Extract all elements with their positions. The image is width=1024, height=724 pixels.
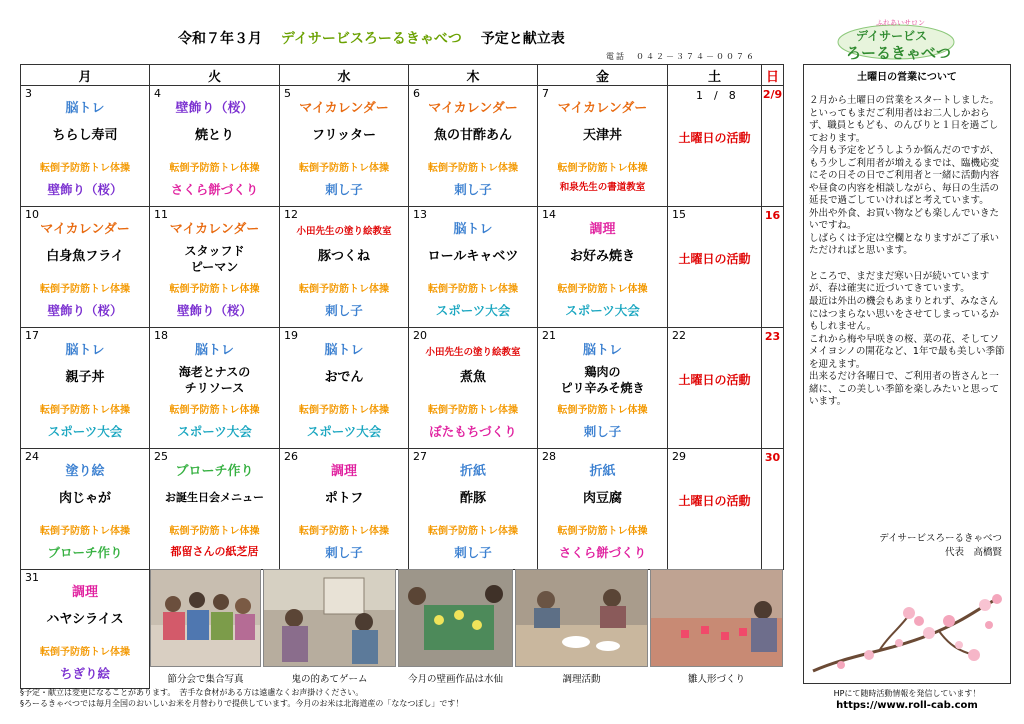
lunch-menu: ロールキャベツ <box>427 249 519 264</box>
day-number: 14 <box>542 208 556 221</box>
photo-oni-game <box>263 569 396 667</box>
afternoon-activity: スポーツ大会 <box>435 303 511 318</box>
saturday-activity: 土曜日の活動 <box>678 494 751 508</box>
day-number: 10 <box>25 208 39 221</box>
day-number: 17 <box>25 329 39 342</box>
saturday-cell <box>668 86 762 207</box>
lunch-menu: 肉豆腐 <box>582 491 622 506</box>
lunch-menu: 魚の甘酢あん <box>433 128 512 143</box>
day-cell <box>409 449 538 570</box>
exercise: 転倒予防筋トレ体操 <box>169 163 260 174</box>
header-mon: 月 <box>21 65 150 86</box>
day-number: 26 <box>284 450 298 463</box>
game-photo-image <box>264 570 395 666</box>
activity: 塗り絵 <box>65 464 105 479</box>
day-cell <box>21 328 150 449</box>
afternoon-activity: 刺し子 <box>454 182 492 197</box>
activity: マイカレンダー <box>299 101 389 116</box>
activity: 脳トレ <box>453 222 493 237</box>
hina-doll-photo-image <box>651 570 782 666</box>
calendar-header-row <box>21 65 784 86</box>
activity: 調理 <box>330 464 357 479</box>
lunch-menu: 肉じゃが <box>58 491 111 506</box>
activity: 小田先生の塗り絵教室 <box>425 347 521 358</box>
signature-facility: デイサービスろーるきゃべつ <box>879 533 1002 544</box>
website-link[interactable]: https://www.roll-cab.com <box>836 700 978 711</box>
afternoon-activity: スポーツ大会 <box>565 303 640 318</box>
afternoon-activity: ちぎり絵 <box>59 666 110 681</box>
day-cell <box>280 86 409 207</box>
exercise: 転倒予防筋トレ体操 <box>169 405 260 416</box>
afternoon-activity: 壁飾り（桜） <box>176 303 252 318</box>
activity: 折紙 <box>589 464 616 479</box>
exercise: 転倒予防筋トレ体操 <box>299 405 389 416</box>
afternoon-activity: 壁飾り（桜） <box>47 182 123 197</box>
exercise: 転倒予防筋トレ体操 <box>557 163 648 174</box>
afternoon-activity: 刺し子 <box>454 545 492 560</box>
lunch-menu-line2: ピーマン <box>190 260 239 274</box>
panel-paragraph: ところで、まだまだ寒い日が続いていますが、春は確実に近づいてきています。 <box>809 270 990 295</box>
day-number: 11 <box>154 208 168 221</box>
header-fri: 金 <box>538 65 668 86</box>
note-line: §ろーるきゃべつでは毎月全国のおいしいお米を月替わりで提供しています。今月のお米は北海道産の「ななつぼし」です！ <box>20 698 464 708</box>
lunch-menu-line2: ピリ辛みそ焼き <box>560 381 645 395</box>
day-number: 29 <box>672 450 686 463</box>
day-number: 21 <box>542 329 556 342</box>
activity: ブローチ作り <box>175 464 254 479</box>
afternoon-activity: スポーツ大会 <box>306 424 382 439</box>
paragraph-gap <box>809 258 1006 271</box>
logo-line2: ろーるきゃべつ <box>846 44 952 62</box>
phone-number: 電話 ０４２－３７４－００７６ <box>606 52 756 61</box>
afternoon-activity: 和泉先生の書道教室 <box>559 182 646 193</box>
day-number: 12 <box>284 208 298 221</box>
day-cell <box>21 449 150 570</box>
day-number: 7 <box>542 87 549 100</box>
week-row <box>21 449 784 570</box>
day-number: 6 <box>413 87 420 100</box>
lunch-menu: 煮魚 <box>459 370 486 385</box>
page-title <box>178 28 565 48</box>
lunch-menu: 天津丼 <box>582 128 622 143</box>
afternoon-activity: 刺し子 <box>325 545 363 560</box>
day-cell <box>538 207 668 328</box>
panel-paragraph: これから梅や早咲きの桜、菜の花、そしてソメイヨシノの開花など、1年で最も美しい季節を迎えます。 <box>809 333 1005 370</box>
lunch-menu: 親子丼 <box>65 370 105 385</box>
logo <box>836 18 956 60</box>
afternoon-activity: さくら餅づくり <box>170 182 259 197</box>
panel-title: 土曜日の営業について <box>857 72 957 83</box>
header-tue: 火 <box>150 65 280 86</box>
day-cell <box>538 86 668 207</box>
day-cell <box>280 449 409 570</box>
day-number: 28 <box>542 450 556 463</box>
panel-paragraph: 外出や外食、お買い物なども楽しんでいきたいですね。 <box>809 207 1000 232</box>
exercise: 転倒予防筋トレ体操 <box>557 526 648 537</box>
photo-hina-dolls <box>650 569 783 667</box>
afternoon-activity: 刺し子 <box>583 424 622 439</box>
sunday-cell: 16 <box>762 207 784 328</box>
afternoon-activity: スポーツ大会 <box>47 424 123 439</box>
panel-body <box>809 95 1006 409</box>
exercise: 転倒予防筋トレ体操 <box>428 405 518 416</box>
exercise: 転倒予防筋トレ体操 <box>299 526 389 537</box>
photo-caption: 鬼の的あてゲーム <box>291 674 368 685</box>
exercise: 転倒予防筋トレ体操 <box>557 284 648 295</box>
lunch-menu: 豚つくね <box>317 249 370 264</box>
day-cell <box>21 570 150 689</box>
lunch-menu-line1: 鶏肉の <box>584 365 621 379</box>
day-number: 13 <box>413 208 427 221</box>
note-line: §予定・献立は変更になることがあります。 苦手な食材がある方は遠慮なくお声掛けください。 <box>20 688 364 697</box>
exercise: 転倒予防筋トレ体操 <box>40 647 130 658</box>
afternoon-activity: 刺し子 <box>325 303 363 318</box>
wall-art-photo-image <box>399 570 512 666</box>
hp-notice: HPにて随時活動情報を発信しています！ <box>833 689 981 698</box>
cherry-blossom-icon <box>809 585 1005 677</box>
day-number: 19 <box>284 329 298 342</box>
week-row <box>21 86 784 207</box>
exercise: 転倒予防筋トレ体操 <box>299 284 389 295</box>
saturday-cell <box>668 449 762 570</box>
lunch-menu: ちらし寿司 <box>52 128 118 143</box>
group-photo-image <box>151 570 260 666</box>
afternoon-activity: 刺し子 <box>325 182 363 197</box>
day-cell <box>150 207 280 328</box>
day-number: 1 / 8 <box>696 89 736 102</box>
title-date: 令和７年３月 <box>178 31 262 47</box>
activity: 脳トレ <box>324 343 364 358</box>
day-cell <box>280 328 409 449</box>
activity: 小田先生の塗り絵教室 <box>296 226 392 237</box>
exercise: 転倒予防筋トレ体操 <box>40 526 130 537</box>
activity: マイカレンダー <box>40 222 130 237</box>
afternoon-activity: スポーツ大会 <box>177 424 252 439</box>
logo-line1: デイサービス <box>856 29 928 43</box>
header-sun: 日 <box>762 65 784 86</box>
panel-paragraph: といってもまだご利用者はお二人しかおらず、職員ともども、のんびりと１日を過ごしております。 <box>809 107 999 144</box>
photo-setsubun <box>150 569 261 667</box>
activity: 脳トレ <box>65 343 105 358</box>
exercise: 転倒予防筋トレ体操 <box>40 405 130 416</box>
exercise: 転倒予防筋トレ体操 <box>169 526 260 537</box>
saturday-info-panel <box>803 64 1011 684</box>
panel-paragraph: 今月も予定をどうしようか悩んだのですが、もう少しご利用者が増えるまでは、臨機応変にその日その日でご利用者と一緒に活動内容や昼食の内容を相談しながら、毎日の生活の延長で過ごしていければと考えています。 <box>809 145 1000 207</box>
day-cell <box>150 328 280 449</box>
sunday-cell: 2/9 <box>762 86 784 207</box>
lunch-menu: 酢豚 <box>459 491 486 506</box>
title-subtitle: 予定と献立表 <box>480 31 565 47</box>
day-cell <box>21 86 150 207</box>
activity: 脳トレ <box>194 343 234 358</box>
panel-paragraph: しばらくは予定は空欄となりますがご了承いただければと思います。 <box>809 232 1000 257</box>
photo-cooking <box>515 569 648 667</box>
photo-wall-art <box>398 569 513 667</box>
header-thu: 木 <box>409 65 538 86</box>
day-number: 31 <box>25 571 39 584</box>
lunch-menu: ハヤシライス <box>46 612 124 627</box>
lunch-menu-line1: スタッフド <box>184 244 245 258</box>
signature-representative: 代表 高橋賢 <box>944 547 1002 558</box>
exercise: 転倒予防筋トレ体操 <box>428 526 518 537</box>
exercise: 転倒予防筋トレ体操 <box>40 284 130 295</box>
week-row <box>21 207 784 328</box>
day-cell <box>538 449 668 570</box>
activity: 折紙 <box>459 464 486 479</box>
day-number: 15 <box>672 208 686 221</box>
day-number: 25 <box>154 450 168 463</box>
logo-sub: ふれあいサロン <box>876 19 925 27</box>
activity: マイカレンダー <box>428 101 518 116</box>
saturday-activity: 土曜日の活動 <box>678 252 751 266</box>
exercise: 転倒予防筋トレ体操 <box>40 163 130 174</box>
sunday-cell: 30 <box>762 449 784 570</box>
lunch-menu: お好み焼き <box>569 249 635 264</box>
exercise: 転倒予防筋トレ体操 <box>428 163 518 174</box>
photo-caption: 節分会で集合写真 <box>167 674 244 685</box>
day-number: 20 <box>413 329 427 342</box>
afternoon-activity: 壁飾り（桜） <box>47 303 123 318</box>
photo-caption: 雛人形づくり <box>687 674 745 685</box>
afternoon-activity: さくら餅づくり <box>558 545 647 560</box>
day-cell <box>409 86 538 207</box>
day-number: 22 <box>672 329 686 342</box>
week-row <box>21 328 784 449</box>
panel-paragraph: 最近は外出の機会もあまりとれず、みなさんにはつまらない思いをさせてしまっているかもしれません。 <box>809 295 1000 333</box>
activity: 脳トレ <box>65 101 105 116</box>
day-cell <box>409 207 538 328</box>
lunch-menu: おでん <box>324 370 364 385</box>
photo-caption: 今月の壁画作品は水仙 <box>407 674 503 685</box>
day-cell <box>150 86 280 207</box>
lunch-menu: ポトフ <box>324 491 364 506</box>
day-cell <box>409 328 538 449</box>
saturday-cell <box>668 207 762 328</box>
afternoon-activity: ぼたもちづくり <box>429 424 517 439</box>
exercise: 転倒予防筋トレ体操 <box>299 163 389 174</box>
afternoon-activity: ブローチ作り <box>47 545 123 560</box>
day-number: 3 <box>25 87 32 100</box>
panel-paragraph: ２月から土曜日の営業をスタートしました。 <box>809 95 1000 106</box>
day-number: 4 <box>154 87 161 100</box>
exercise: 転倒予防筋トレ体操 <box>428 284 518 295</box>
saturday-activity: 土曜日の活動 <box>678 373 751 387</box>
day-cell <box>21 207 150 328</box>
day-number: 27 <box>413 450 427 463</box>
lunch-menu: 焼とり <box>194 128 234 143</box>
lunch-menu-line2: チリソース <box>184 381 245 395</box>
title-facility: デイサービスろーるきゃべつ <box>280 31 462 47</box>
activity: マイカレンダー <box>169 222 260 237</box>
saturday-activity: 土曜日の活動 <box>678 131 751 145</box>
day-number: 18 <box>154 329 168 342</box>
photo-caption: 調理活動 <box>562 674 601 685</box>
lunch-menu-line1: 海老とナスの <box>178 365 251 379</box>
lunch-menu: お誕生日会メニュー <box>165 491 264 504</box>
day-cell <box>538 328 668 449</box>
lunch-menu: 白身魚フライ <box>46 249 124 264</box>
cooking-photo-image <box>516 570 647 666</box>
footer-notes <box>20 688 463 710</box>
activity: 脳トレ <box>582 343 622 358</box>
activity: 調理 <box>589 222 616 237</box>
photo-strip <box>150 569 783 686</box>
header-sat: 土 <box>668 65 762 86</box>
day-number: 5 <box>284 87 291 100</box>
activity: マイカレンダー <box>557 101 648 116</box>
panel-paragraph: 出来るだけ各曜日で、ご利用者の皆さんと一緒に、この美しい季節を楽しみたいと思っています。 <box>809 371 1000 408</box>
sunday-cell: 23 <box>762 328 784 449</box>
exercise: 転倒予防筋トレ体操 <box>557 405 648 416</box>
day-cell <box>280 207 409 328</box>
header-wed: 水 <box>280 65 409 86</box>
activity: 壁飾り（桜） <box>175 101 254 116</box>
lunch-menu: フリッター <box>312 128 376 143</box>
day-cell <box>150 449 280 570</box>
activity: 調理 <box>71 585 98 600</box>
afternoon-activity: 都留さんの紙芝居 <box>170 545 259 558</box>
exercise: 転倒予防筋トレ体操 <box>169 284 260 295</box>
saturday-cell <box>668 328 762 449</box>
day-number: 24 <box>25 450 39 463</box>
